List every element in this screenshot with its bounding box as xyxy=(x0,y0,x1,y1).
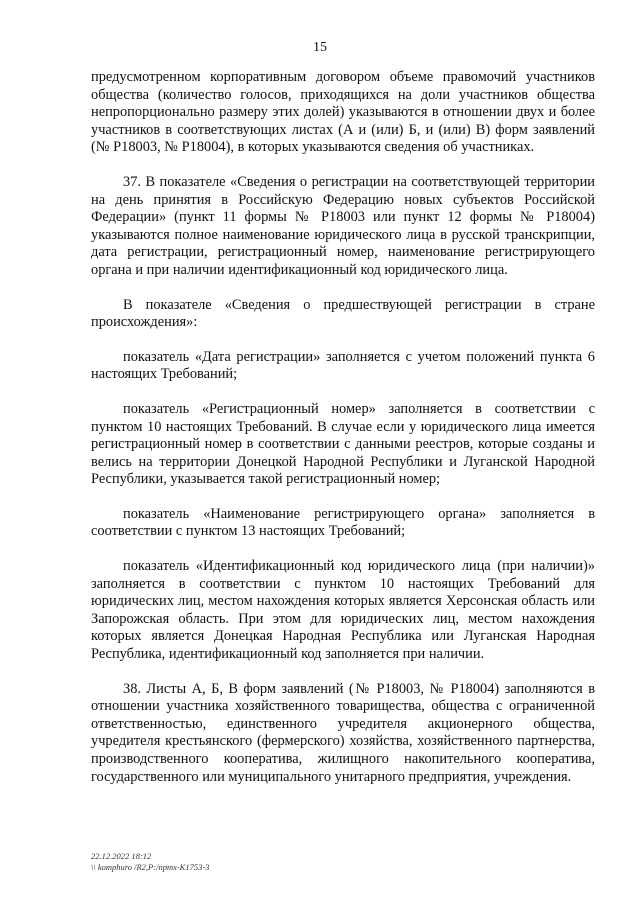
document-body xyxy=(91,69,595,786)
paragraph-item-38: 38. Листы А, Б, В форм заявлений (№ Р18003, № Р18004) заполняются в отношении участника хозяйственного товарищества, общества с ограниченной ответственностью, единственного учредителя акционерного общества, учредителя крестьянского (фермерского) хозяйства, хозяйственного партнерства, производственного кооператива, жилищного накопительного кооператива, государственного или муниципального унитарного предприятия, учреждения. xyxy=(91,680,595,785)
footer-file-path: \\ komphuro /R2,P:/npmx-K1753-3 xyxy=(91,861,210,872)
paragraph-continuation: предусмотренном корпоративным договором объеме правомочий участников общества (количество голосов, приходящихся на доли участников общества непропорционально размеру этих долей) указываются в отношении двух и более участников в соответствующих листах (А и (или) Б, и (или) В) форм заявлений (№ Р18003, № Р18004), в которых указываются сведения об участниках. xyxy=(91,69,595,156)
footer-timestamp: 22.12.2022 18:12 xyxy=(91,851,152,861)
paragraph-item-37: 37. В показателе «Сведения о регистрации на соответствующей территории на день принятия в Российскую Федерацию новых субъектов Российской Федерации» (пункт 11 формы № Р18003 или пункт 12 формы № Р18004) указываются полное наименование юридического лица в русской транскрипции, дата регистрации, регистрационный номер, наименование регистрирующего органа и при наличии идентификационный код юридического лица. xyxy=(91,173,595,278)
paragraph-registration-date: показатель «Дата регистрации» заполняется с учетом положений пункта 6 настоящих Требований; xyxy=(91,348,595,383)
paragraph-registering-authority: показатель «Наименование регистрирующего органа» заполняется в соответствии с пунктом 13 настоящих Требований; xyxy=(91,505,595,540)
paragraph-previous-registration: В показателе «Сведения о предшествующей регистрации в стране происхождения»: xyxy=(91,296,595,331)
document-footer xyxy=(91,851,209,872)
page-number: 15 xyxy=(313,40,327,55)
paragraph-identification-code: показатель «Идентификационный код юридического лица (при наличии)» заполняется в соответствии с пунктом 10 настоящих Требований для юридических лиц, местом нахождения которых является Херсонская область или Запорожская область. При этом для юридических лиц, местом нахождения которых является Донецкая Народная Республика или Луганская Народная Республика, идентификационный код заполняется при наличии. xyxy=(91,558,595,663)
paragraph-registration-number: показатель «Регистрационный номер» заполняется в соответствии с пунктом 10 настоящих Требований. В случае если у юридического лица имеется регистрационный номер в соответствии с данными реестров, которые созданы и велись на территории Донецкой Народной Республики и Луганской Народной Республики, указывается такой регистрационный номер; xyxy=(91,400,595,488)
